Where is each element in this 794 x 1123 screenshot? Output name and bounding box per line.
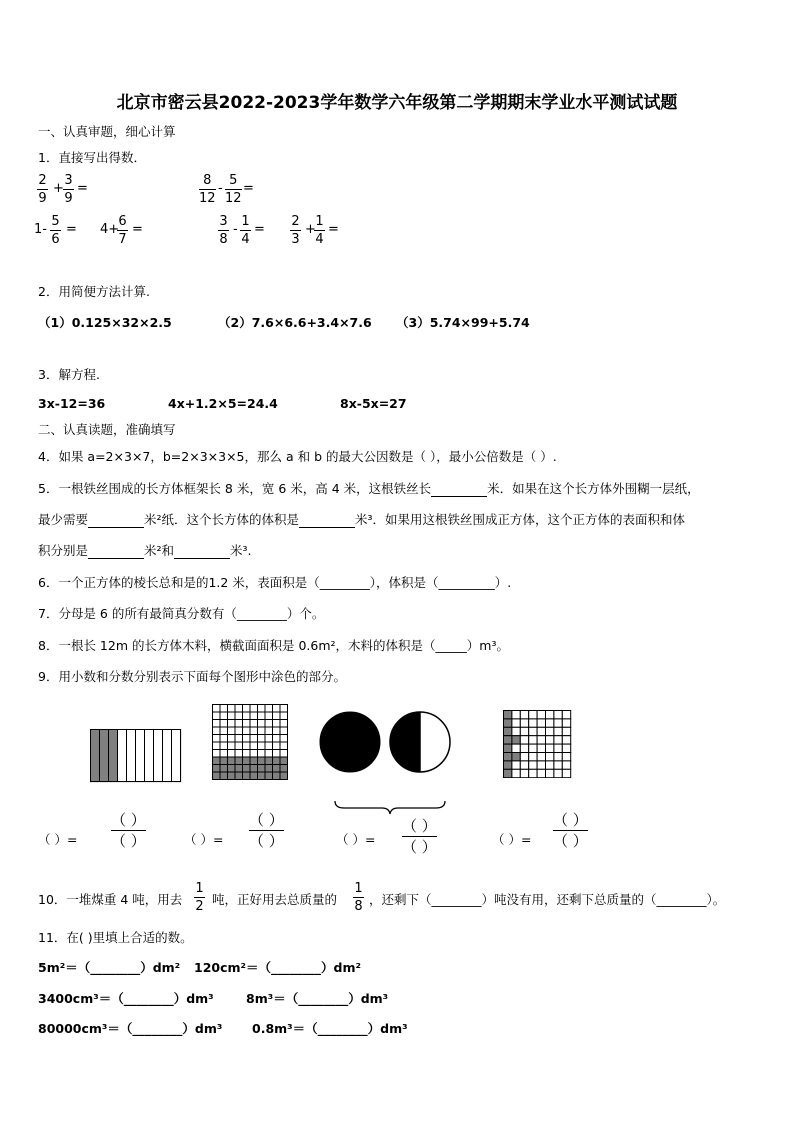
figure-circles: [316, 711, 458, 775]
grid-cell: [213, 750, 221, 758]
grid-cell: [546, 744, 554, 752]
grid-cell: [546, 719, 554, 727]
grid-cell: [562, 727, 570, 735]
q2-item-3: （3）5.74×99+5.74: [396, 315, 530, 330]
grid-cell: [529, 769, 537, 777]
grid-cell: [213, 720, 221, 728]
grid-cell: [228, 705, 236, 713]
grid-cell: [554, 761, 562, 769]
numerator-blank[interactable]: （ ）: [402, 817, 437, 835]
grid-cell: [546, 753, 554, 761]
grid-cell: [235, 735, 243, 743]
grid-cell: [546, 711, 554, 719]
numerator-blank[interactable]: （ ）: [553, 811, 588, 829]
section-heading-2: 二、认真读题，准确填写: [38, 422, 176, 437]
grid-cell: [265, 727, 273, 735]
grid-cell: [265, 742, 273, 750]
text: 吨，正好用去总质量的: [212, 892, 338, 907]
grid-cell: [520, 736, 528, 744]
grid-cell: [265, 757, 273, 765]
question-9-label: 9．用小数和分数分别表示下面每个图形中涂色的部分。: [38, 669, 346, 684]
equals: =: [328, 222, 339, 237]
strip-cell: [109, 730, 118, 782]
fraction: [290, 213, 301, 248]
fraction: [199, 172, 216, 207]
strip-cell: [172, 730, 181, 782]
denominator: 6: [51, 232, 60, 247]
denominator-blank[interactable]: （ ）: [553, 832, 588, 850]
grid-cell: [504, 753, 512, 761]
grid-cell: [258, 750, 266, 758]
grid-cell: [243, 772, 251, 780]
operator: +: [53, 181, 64, 196]
grid-cell: [512, 761, 520, 769]
denominator: 12: [199, 191, 216, 206]
grid-cell: [235, 727, 243, 735]
grid-cell: [213, 772, 221, 780]
grid-cell: [537, 744, 545, 752]
grid-cell: [220, 750, 228, 758]
strip-cell: [163, 730, 172, 782]
question-4: 4．如果 a=2×3×7，b=2×3×3×5，那么 a 和 b 的最大公因数是（ ），最小公倍数是（ ）.: [38, 449, 557, 464]
answer-blank[interactable]: （ ）=: [184, 832, 224, 847]
grid-cell: [265, 720, 273, 728]
grid-cell: [220, 757, 228, 765]
q11-item: 8m³＝（________）dm³: [246, 991, 389, 1006]
grid-cell: [243, 750, 251, 758]
question-7: 7．分母是 6 的所有最简真分数有（________）个。: [38, 606, 325, 621]
grid-cell: [529, 719, 537, 727]
grid-cell: [273, 772, 281, 780]
operator: -: [233, 222, 238, 237]
grid-cell: [512, 744, 520, 752]
grid-cell: [228, 765, 236, 773]
q2-item-1: （1）0.125×32×2.5: [38, 315, 172, 330]
grid-cell: [537, 711, 545, 719]
grid-cell: [250, 772, 258, 780]
denominator: 8: [219, 232, 228, 247]
grid-cell: [258, 720, 266, 728]
grid-cell: [512, 753, 520, 761]
text: 米²纸．这个长方体的体积是: [144, 512, 300, 527]
grid-cell: [213, 742, 221, 750]
text: 最少需要: [38, 512, 89, 527]
fraction: [50, 213, 61, 248]
grid-cell: [258, 712, 266, 720]
grid-cell: [273, 757, 281, 765]
text: ，还剩下（________）吨没有用，还剩下总质量的（________）。: [369, 892, 726, 907]
fraction: [117, 213, 128, 248]
q3-equation-2: 4x+1.2×5=24.4: [168, 396, 278, 411]
question-6: 6．一个正方体的棱长总和是的1.2 米，表面积是（________），体积是（_________）.: [38, 575, 512, 590]
grid-cell: [228, 757, 236, 765]
answer-blank[interactable]: [299, 527, 355, 528]
q11-item: 0.8m³＝（________）dm³: [252, 1021, 408, 1036]
grid-cell: [273, 750, 281, 758]
answer-fraction[interactable]: [402, 816, 437, 857]
grid-cell: [280, 727, 288, 735]
strip-cell: [154, 730, 163, 782]
grid-cell: [562, 719, 570, 727]
grid-cell: [213, 712, 221, 720]
grid-cell: [265, 750, 273, 758]
page-title: 北京市密云县2022-2023学年数学六年级第二学期期末学业水平测试试题: [116, 93, 678, 113]
grid-cell: [265, 712, 273, 720]
grid-cell: [235, 772, 243, 780]
q3-equation-3: 8x-5x=27: [340, 396, 407, 411]
operator: +: [305, 222, 316, 237]
question-1-label: 1．直接写出得数．: [38, 150, 146, 165]
grid-cell: [537, 727, 545, 735]
grid-cell: [512, 711, 520, 719]
grid-cell: [258, 742, 266, 750]
strip-cell: [100, 730, 109, 782]
grid-cell: [243, 712, 251, 720]
answer-fraction[interactable]: [553, 810, 588, 851]
figure-strip-bars: [90, 729, 182, 783]
grid-cell: [243, 727, 251, 735]
grid-cell: [250, 712, 258, 720]
grid-cell: [250, 750, 258, 758]
grid-cell: [213, 735, 221, 743]
grid-cell: [220, 765, 228, 773]
grid-cell: [258, 765, 266, 773]
grid-cell: [243, 705, 251, 713]
grid-cell: [280, 772, 288, 780]
grid-cell: [529, 753, 537, 761]
equals: =: [66, 222, 77, 237]
grid-cell: [512, 736, 520, 744]
text: 米³.: [230, 543, 252, 558]
q2-item-2: （2）7.6×6.6+3.4×7.6: [218, 315, 372, 330]
grid-cell: [213, 727, 221, 735]
grid-cell: [220, 735, 228, 743]
fraction: [240, 213, 251, 248]
operator: -: [218, 181, 223, 196]
grid-cell: [228, 720, 236, 728]
grid-cell: [220, 727, 228, 735]
answer-fraction[interactable]: [111, 810, 146, 851]
grid-cell: [235, 742, 243, 750]
grid-cell: [554, 753, 562, 761]
grid-cell: [537, 719, 545, 727]
grid-cell: [258, 772, 266, 780]
numerator: 6: [118, 214, 127, 229]
answer-blank[interactable]: （ ）=: [38, 832, 78, 847]
grid-cell: [250, 727, 258, 735]
grid-cell: [280, 720, 288, 728]
grid-cell: [280, 757, 288, 765]
answer-fraction[interactable]: [249, 810, 284, 851]
grid-cell: [520, 719, 528, 727]
grid-cell: [228, 742, 236, 750]
grid-cell: [258, 705, 266, 713]
numerator-blank[interactable]: （ ）: [111, 811, 146, 829]
question-5-line-1: [38, 479, 700, 497]
grid-cell: [265, 772, 273, 780]
grid-cell: [280, 750, 288, 758]
grid-cell: [546, 769, 554, 777]
grid-cell: [554, 719, 562, 727]
grid-cell: [265, 765, 273, 773]
text: 米³．如果用这根铁丝围成正方体，这个正方体的表面积和体: [355, 512, 686, 527]
grid-cell: [258, 735, 266, 743]
prefix: 4+: [100, 222, 120, 237]
section-heading-1: 一、认真审题，细心计算: [38, 124, 176, 139]
grid-cell: [250, 742, 258, 750]
grid-cell: [529, 711, 537, 719]
denominator: 9: [38, 191, 47, 206]
grid-cell: [228, 727, 236, 735]
grid-cell: [243, 720, 251, 728]
grid-cell: [250, 735, 258, 743]
grid-cell: [554, 727, 562, 735]
grid-cell: [258, 727, 266, 735]
grid-cell: [235, 757, 243, 765]
grid-cell: [504, 736, 512, 744]
grid-cell: [280, 742, 288, 750]
grid-cell: [213, 757, 221, 765]
fraction: [37, 172, 48, 207]
grid-cell: [546, 761, 554, 769]
grid-cell: [512, 719, 520, 727]
grid-cell: [250, 765, 258, 773]
grid-cell: [243, 742, 251, 750]
strip-cell: [118, 730, 127, 782]
text: 米．如果在这个长方体外围糊一层纸，: [487, 481, 700, 496]
grid-cell: [228, 772, 236, 780]
grid-cell: [554, 744, 562, 752]
grid-cell: [504, 761, 512, 769]
numerator: 2: [38, 173, 47, 188]
brace-icon: [334, 800, 446, 816]
grid-cell: [562, 753, 570, 761]
numerator: 1: [315, 214, 324, 229]
strip-cell: [145, 730, 154, 782]
denominator: 7: [118, 232, 127, 247]
numerator: 8: [203, 173, 212, 188]
figure-grid-64: [503, 710, 573, 778]
grid-cell: [273, 712, 281, 720]
grid-cell: [273, 720, 281, 728]
grid-cell: [537, 736, 545, 744]
equals: =: [254, 222, 265, 237]
grid-cell: [529, 744, 537, 752]
grid-cell: [273, 742, 281, 750]
q11-item: 5m²＝（________）dm²: [38, 960, 181, 975]
grid-cell: [228, 750, 236, 758]
answer-blank[interactable]: [88, 527, 144, 528]
grid-cell: [562, 761, 570, 769]
grid-cell: [273, 765, 281, 773]
denominator-blank[interactable]: （ ）: [111, 832, 146, 850]
denominator: 9: [64, 191, 73, 206]
grid-cell: [520, 769, 528, 777]
grid-cell: [280, 765, 288, 773]
grid-cell: [273, 735, 281, 743]
grid-cell: [520, 753, 528, 761]
grid-cell: [220, 712, 228, 720]
grid-cell: [520, 711, 528, 719]
equals: =: [243, 181, 254, 196]
numerator-blank[interactable]: （ ）: [249, 811, 284, 829]
question-8: 8．一根长 12m 的长方体木料，横截面面积是 0.6m²，木料的体积是（_____）m³。: [38, 638, 509, 653]
grid-cell: [243, 757, 251, 765]
grid-cell: [562, 769, 570, 777]
grid-cell: [265, 735, 273, 743]
question-11-label: 11．在( )里填上合适的数。: [38, 930, 193, 945]
numerator: 1: [241, 214, 250, 229]
denominator: 8: [354, 899, 363, 914]
grid-cell: [546, 736, 554, 744]
question-3-label: 3．解方程.: [38, 367, 100, 382]
strip-cell: [127, 730, 136, 782]
question-5-line-3: [38, 541, 252, 559]
strip-cell: [136, 730, 145, 782]
answer-blank[interactable]: [88, 558, 144, 559]
answer-blank[interactable]: （ ）=: [492, 832, 532, 847]
grid-cell: [529, 736, 537, 744]
grid-cell: [520, 744, 528, 752]
grid-cell: [504, 769, 512, 777]
grid-cell: [228, 712, 236, 720]
grid-cell: [554, 769, 562, 777]
grid-cell: [273, 727, 281, 735]
grid-cell: [220, 705, 228, 713]
grid-cell: [529, 727, 537, 735]
grid-cell: [504, 727, 512, 735]
denominator: 2: [195, 899, 204, 914]
numerator: 1: [354, 881, 363, 896]
grid-cell: [235, 712, 243, 720]
grid-cell: [537, 761, 545, 769]
q11-item: 3400cm³＝（________）dm³: [38, 991, 214, 1006]
grid-cell: [250, 757, 258, 765]
grid-cell: [280, 735, 288, 743]
grid-cell: [228, 735, 236, 743]
grid-cell: [235, 750, 243, 758]
numerator: 2: [291, 214, 300, 229]
fraction: [218, 213, 229, 248]
fraction: [314, 213, 325, 248]
answer-blank[interactable]: [431, 496, 487, 497]
text: 5．一根铁丝围成的长方体框架长 8 米，宽 6 米，高 4 米，这根铁丝长: [38, 481, 432, 496]
grid-cell: [235, 720, 243, 728]
grid-cell: [504, 744, 512, 752]
numerator: 3: [219, 214, 228, 229]
grid-cell: [280, 712, 288, 720]
grid-cell: [243, 735, 251, 743]
text: 米²和: [144, 543, 175, 558]
grid-cell: [537, 753, 545, 761]
grid-cell: [562, 744, 570, 752]
numerator: 1: [195, 881, 204, 896]
grid-cell: [273, 705, 281, 713]
fraction: [353, 880, 364, 915]
grid-cell: [504, 719, 512, 727]
fraction: [194, 880, 205, 915]
grid-cell: [537, 769, 545, 777]
q3-equation-1: 3x-12=36: [38, 396, 106, 411]
grid-cell: [280, 705, 288, 713]
grid-cell: [554, 736, 562, 744]
grid-cell: [554, 711, 562, 719]
answer-blank[interactable]: （ ）=: [336, 832, 376, 847]
denominator: 4: [241, 232, 250, 247]
question-2-label: 2．用简便方法计算.: [38, 284, 150, 299]
grid-cell: [520, 761, 528, 769]
grid-cell: [243, 765, 251, 773]
strip-cell: [91, 730, 100, 782]
grid-cell: [220, 772, 228, 780]
grid-cell: [213, 765, 221, 773]
text: 积分别是: [38, 543, 89, 558]
equals: =: [77, 181, 88, 196]
denominator-blank[interactable]: （ ）: [402, 838, 437, 856]
grid-cell: [250, 705, 258, 713]
grid-cell: [250, 720, 258, 728]
grid-cell: [562, 736, 570, 744]
figure-grid-100: [212, 704, 290, 780]
grid-cell: [258, 757, 266, 765]
numerator: 5: [51, 214, 60, 229]
grid-cell: [520, 727, 528, 735]
denominator-blank[interactable]: （ ）: [249, 832, 284, 850]
grid-cell: [220, 720, 228, 728]
denominator: 4: [315, 232, 324, 247]
fraction: [63, 172, 74, 207]
grid-cell: [265, 705, 273, 713]
grid-cell: [512, 769, 520, 777]
grid-cell: [504, 711, 512, 719]
question-5-line-2: [38, 510, 685, 528]
grid-cell: [235, 765, 243, 773]
prefix: 1-: [34, 222, 47, 237]
q11-item: 80000cm³＝（________）dm³: [38, 1021, 223, 1036]
numerator: 3: [64, 173, 73, 188]
q11-item: 120cm²＝（________）dm²: [194, 960, 361, 975]
equals: =: [132, 222, 143, 237]
grid-cell: [213, 705, 221, 713]
denominator: 12: [225, 191, 242, 206]
denominator: 3: [291, 232, 300, 247]
answer-blank[interactable]: [174, 558, 230, 559]
grid-cell: [546, 727, 554, 735]
grid-cell: [562, 711, 570, 719]
grid-cell: [235, 705, 243, 713]
grid-cell: [512, 727, 520, 735]
grid-cell: [529, 761, 537, 769]
fraction: [225, 172, 242, 207]
text: 10．一堆煤重 4 吨，用去: [38, 892, 183, 907]
numerator: 5: [229, 173, 238, 188]
grid-cell: [220, 742, 228, 750]
